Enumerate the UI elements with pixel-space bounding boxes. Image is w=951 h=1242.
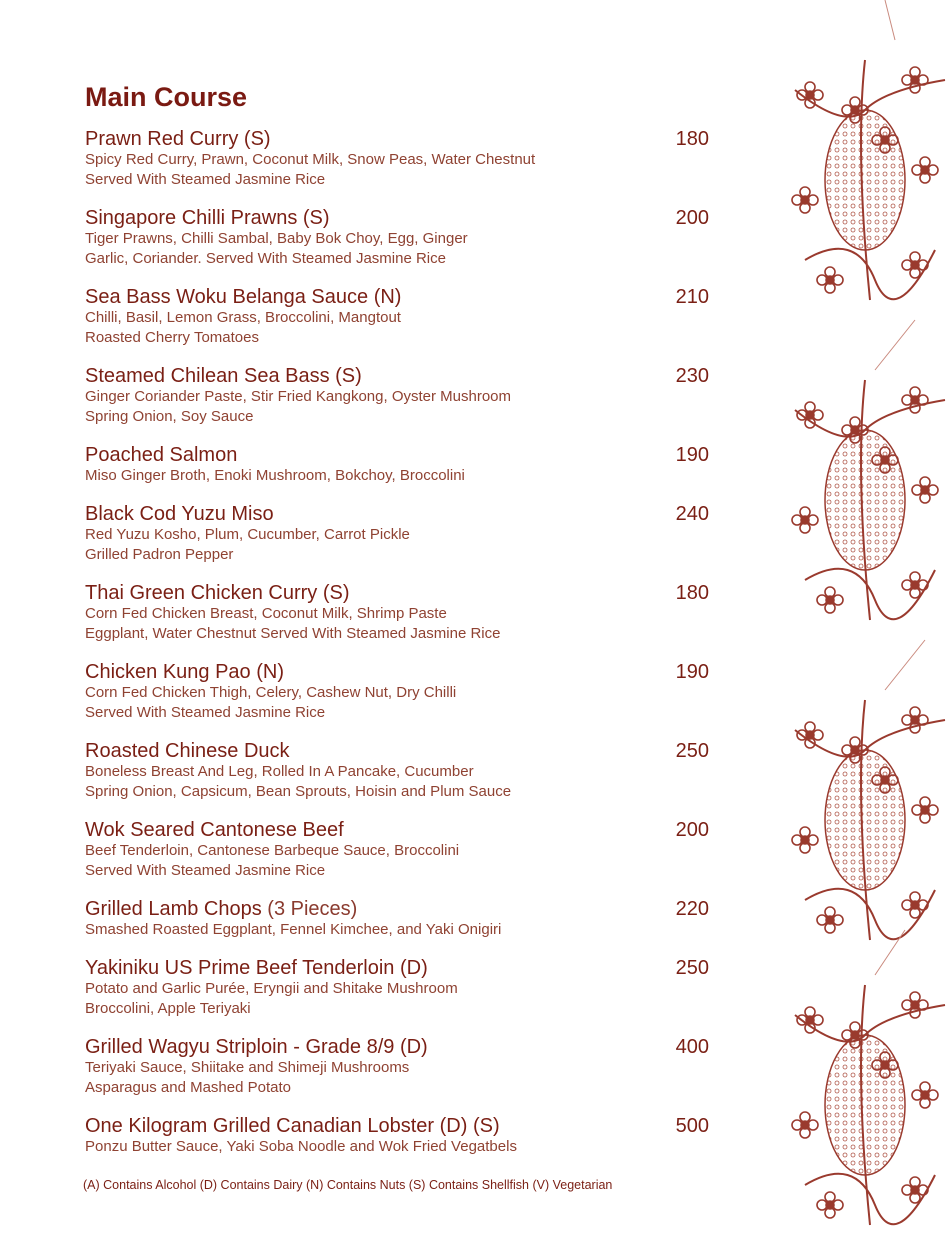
dish-price: 220 [675,898,709,920]
dish-name-text: Grilled Lamb Chops [85,898,262,920]
dish-description: Asparagus and Mashed Potato [85,1079,291,1096]
dish-name-text: Sea Bass Woku Belanga Sauce (N) [85,286,402,308]
menu-item [85,1115,709,1157]
menu-item [85,207,709,269]
dish-name-text: Prawn Red Curry (S) [85,128,271,150]
dish-description: Chilli, Basil, Lemon Grass, Broccolini, Mangtout [85,309,401,326]
menu-item-header [85,1036,709,1058]
dish-description: Corn Fed Chicken Thigh, Celery, Cashew Nut, Dry Chilli [85,684,457,701]
menu-item [85,582,709,644]
dish-description: Roasted Cherry Tomatoes [85,329,259,346]
dish-name-text: Chicken Kung Pao (N) [85,661,284,683]
dish-price: 400 [675,1036,709,1058]
dish-name [85,740,290,762]
dish-name-text: Poached Salmon [85,444,238,466]
dish-description: Spring Onion, Soy Sauce [85,408,254,425]
menu-item-header [85,582,709,604]
menu-item-header [85,740,709,762]
dish-price: 240 [675,503,709,525]
dish-name [85,582,350,604]
dish-description: Served With Steamed Jasmine Rice [85,862,326,879]
dish-description: Potato and Garlic Purée, Eryngii and Shitake Mushroom [85,980,458,997]
dish-name-text: Singapore Chilli Prawns (S) [85,207,330,229]
dish-name-text: Yakiniku US Prime Beef Tenderloin (D) [85,957,428,979]
dish-name [85,503,274,525]
dish-name [85,819,344,841]
dish-price: 180 [675,128,709,150]
menu-item [85,1036,709,1098]
floral-lace-decoration [785,0,951,1242]
dish-name-text: Wok Seared Cantonese Beef [85,819,344,841]
dish-name [85,661,284,683]
dish-description: Garlic, Coriander. Served With Steamed Jasmine Rice [85,250,446,267]
dish-description: Corn Fed Chicken Breast, Coconut Milk, Shrimp Paste [85,605,447,622]
menu-item-header [85,286,709,308]
dish-name [85,286,401,308]
dish-price: 250 [675,957,709,979]
menu-item-header [85,1115,709,1137]
dish-name [85,444,237,466]
menu-item [85,740,709,802]
menu-item [85,444,709,486]
dish-name [85,128,271,150]
dish-price: 250 [675,740,709,762]
menu-item-header [85,444,709,466]
dish-description: Ponzu Butter Sauce, Yaki Soba Noodle and Wok Fried Vegatbels [85,1138,517,1155]
dish-description: Beef Tenderloin, Cantonese Barbeque Sauce, Broccolini [85,842,460,859]
dish-description: Ginger Coriander Paste, Stir Fried Kangkong, Oyster Mushroom [85,388,512,405]
dish-description: Served With Steamed Jasmine Rice [85,704,326,721]
dish-name [85,365,362,387]
menu-section [85,80,709,1174]
dish-description: Red Yuzu Kosho, Plum, Cucumber, Carrot Pickle [85,526,410,543]
dish-name-text: Roasted Chinese Duck [85,740,290,762]
menu-item [85,661,709,723]
dish-price: 190 [675,444,709,466]
menu-item-header [85,957,709,979]
dish-price: 200 [675,207,709,229]
dish-name-text: Black Cod Yuzu Miso [85,503,274,525]
dish-description: Eggplant, Water Chestnut Served With Steamed Jasmine Rice [85,625,501,642]
dish-name-text: Steamed Chilean Sea Bass (S) [85,365,362,387]
dish-name-text: Thai Green Chicken Curry (S) [85,582,350,604]
dish-price: 230 [675,365,709,387]
dish-description: Smashed Roasted Eggplant, Fennel Kimchee, and Yaki Onigiri [85,921,502,938]
menu-item [85,128,709,190]
menu-item [85,898,709,940]
dish-name [85,957,428,979]
dish-price: 200 [675,819,709,841]
dish-description: Spicy Red Curry, Prawn, Coconut Milk, Snow Peas, Water Chestnut [85,151,536,168]
allergen-legend: (A) Contains Alcohol (D) Contains Dairy (N) Contains Nuts (S) Contains Shellfish (V) Vegetarian [83,1178,613,1192]
menu-item-header [85,128,709,150]
dish-description: Spring Onion, Capsicum, Bean Sprouts, Hoisin and Plum Sauce [85,783,512,800]
dish-name [85,1115,500,1137]
dish-name-text: Grilled Wagyu Striploin - Grade 8/9 (D) [85,1036,428,1058]
menu-items [85,128,709,1157]
dish-description: Broccolini, Apple Teriyaki [85,1000,251,1017]
menu-item-header [85,898,709,920]
dish-price: 190 [675,661,709,683]
dish-description: Grilled Padron Pepper [85,546,234,563]
dish-name [85,898,357,920]
dish-description: Served With Steamed Jasmine Rice [85,171,326,188]
menu-item-header [85,365,709,387]
menu-item-header [85,661,709,683]
dish-price: 500 [675,1115,709,1137]
dish-price: 180 [675,582,709,604]
dish-description: Tiger Prawns, Chilli Sambal, Baby Bok Choy, Egg, Ginger [85,230,468,247]
menu-item [85,286,709,348]
menu-item [85,503,709,565]
menu-item [85,957,709,1019]
menu-item-header [85,207,709,229]
dish-name-note: (3 Pieces) [261,898,358,920]
dish-name [85,207,330,229]
dish-description: Boneless Breast And Leg, Rolled In A Pancake, Cucumber [85,763,474,780]
dish-name-text: One Kilogram Grilled Canadian Lobster (D) (S) [85,1115,500,1137]
dish-name [85,1036,428,1058]
dish-description: Miso Ginger Broth, Enoki Mushroom, Bokchoy, Broccolini [85,467,465,484]
menu-item-header [85,503,709,525]
menu-item [85,365,709,427]
menu-item [85,819,709,881]
dish-price: 210 [675,286,709,308]
section-title: Main Course [85,82,248,112]
menu-item-header [85,819,709,841]
dish-description: Teriyaki Sauce, Shiitake and Shimeji Mushrooms [85,1059,410,1076]
